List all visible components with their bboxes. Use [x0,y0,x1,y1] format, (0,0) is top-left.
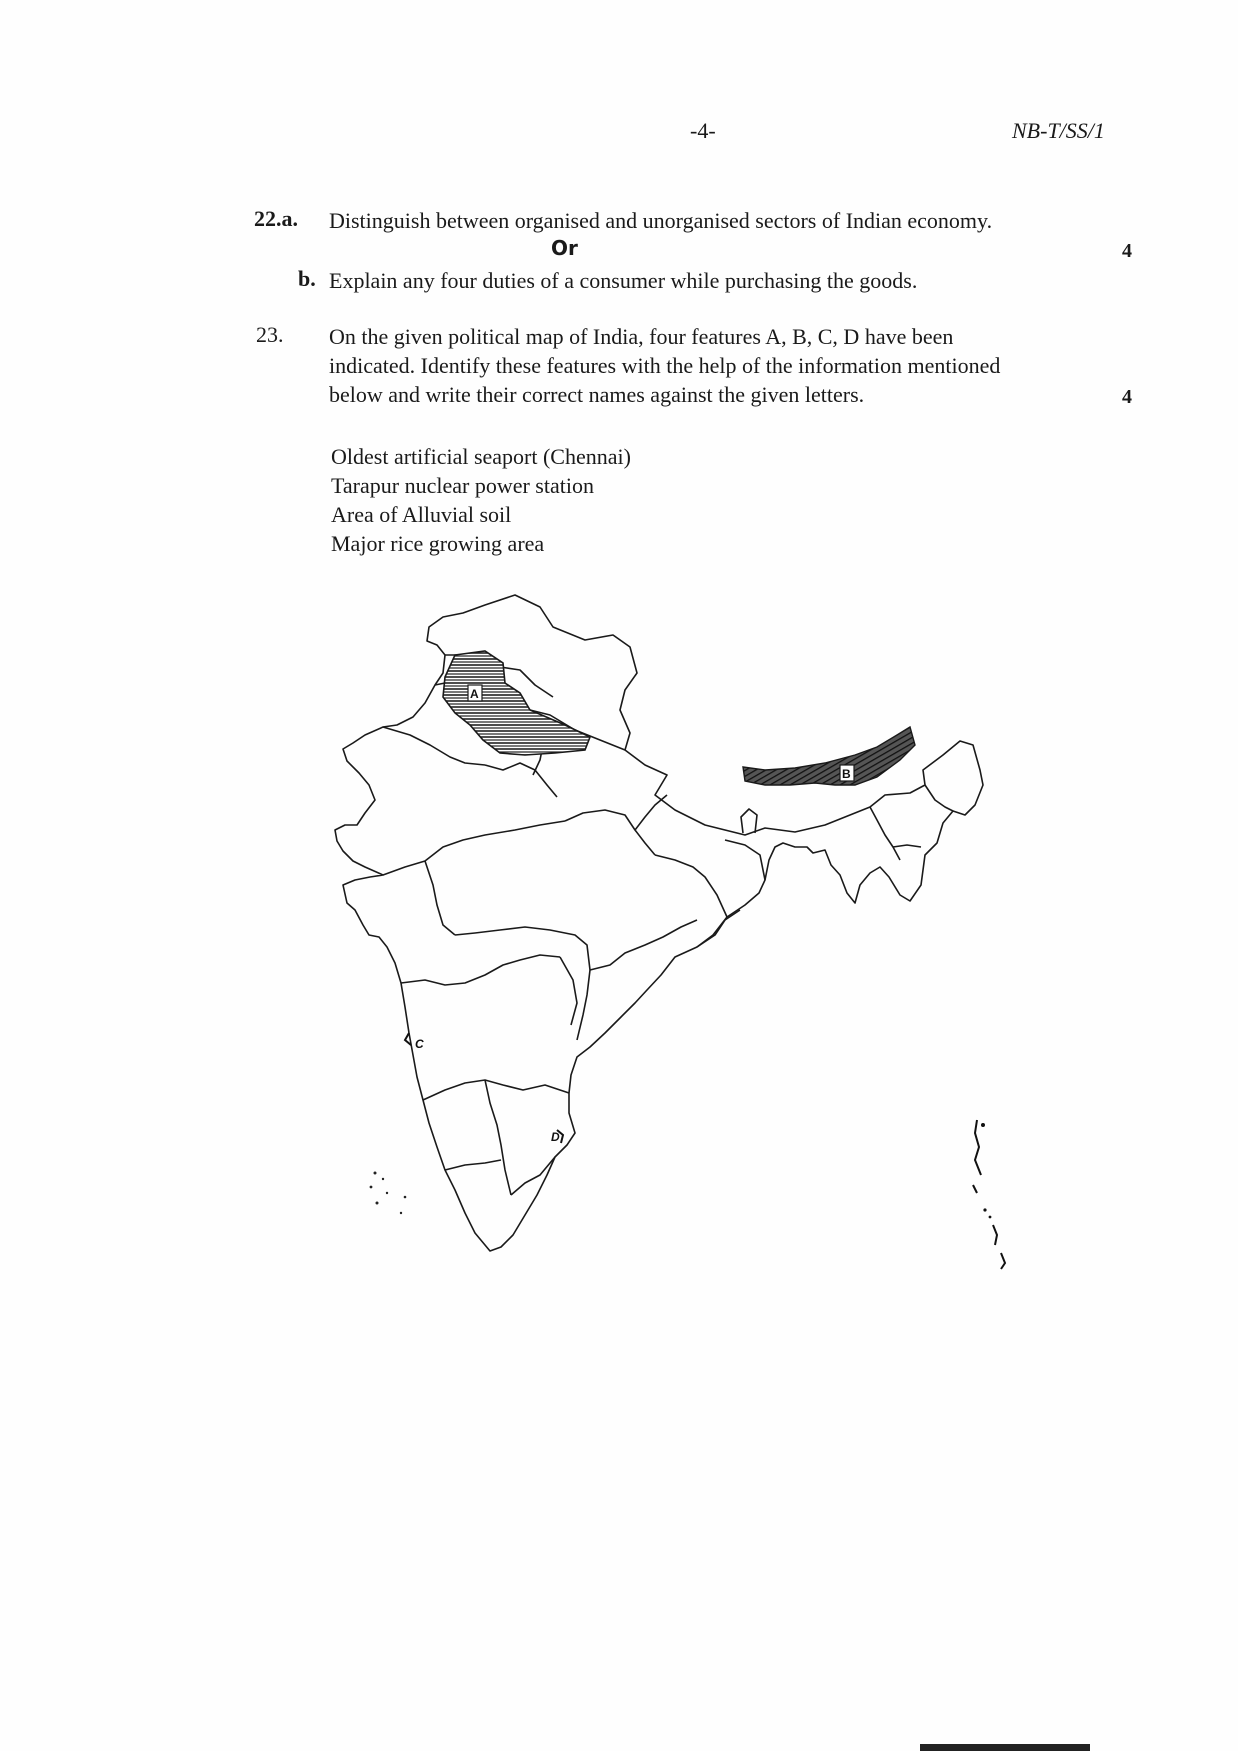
feature-b-label: B [842,767,851,781]
page-number: -4- [690,118,716,143]
feature-item: Tarapur nuclear power station [331,473,594,498]
question-22a-text: Distinguish between organised and unorganised sectors of Indian economy. [329,208,993,233]
or-label: Or [551,236,578,260]
india-outline [335,595,983,1251]
question-22b-text: Explain any four duties of a consumer while purchasing the goods. [329,268,918,293]
feature-a-area [443,651,590,755]
question-23-line-1: On the given political map of India, four features A, B, C, D have been [329,324,954,349]
feature-item: Area of Alluvial soil [331,502,512,527]
feature-list [331,442,631,558]
feature-c-label: C [415,1037,424,1051]
feature-d-label: D [551,1130,560,1144]
question-23-line-2: indicated. Identify these features with the help of the information mentioned [329,353,1001,378]
question-22-number: 22.a. [254,206,298,231]
feature-a-label: A [470,687,479,701]
footer-mark [920,1744,1090,1751]
andaman-nicobar-islands [973,1120,1005,1269]
question-22-marks: 4 [1122,240,1132,262]
india-political-map [325,585,1065,1385]
question-22b-label: b. [298,266,316,291]
feature-item: Oldest artificial seaport (Chennai) [331,444,631,469]
feature-item: Major rice growing area [331,531,545,556]
question-23-line-3: below and write their correct names against the given letters. [329,382,865,407]
feature-b-area [743,727,915,785]
question-23-marks: 4 [1122,386,1132,408]
question-23-number: 23. [256,322,284,347]
paper-code: NB-T/SS/1 [1012,118,1105,143]
lakshadweep-islands [370,1172,407,1215]
